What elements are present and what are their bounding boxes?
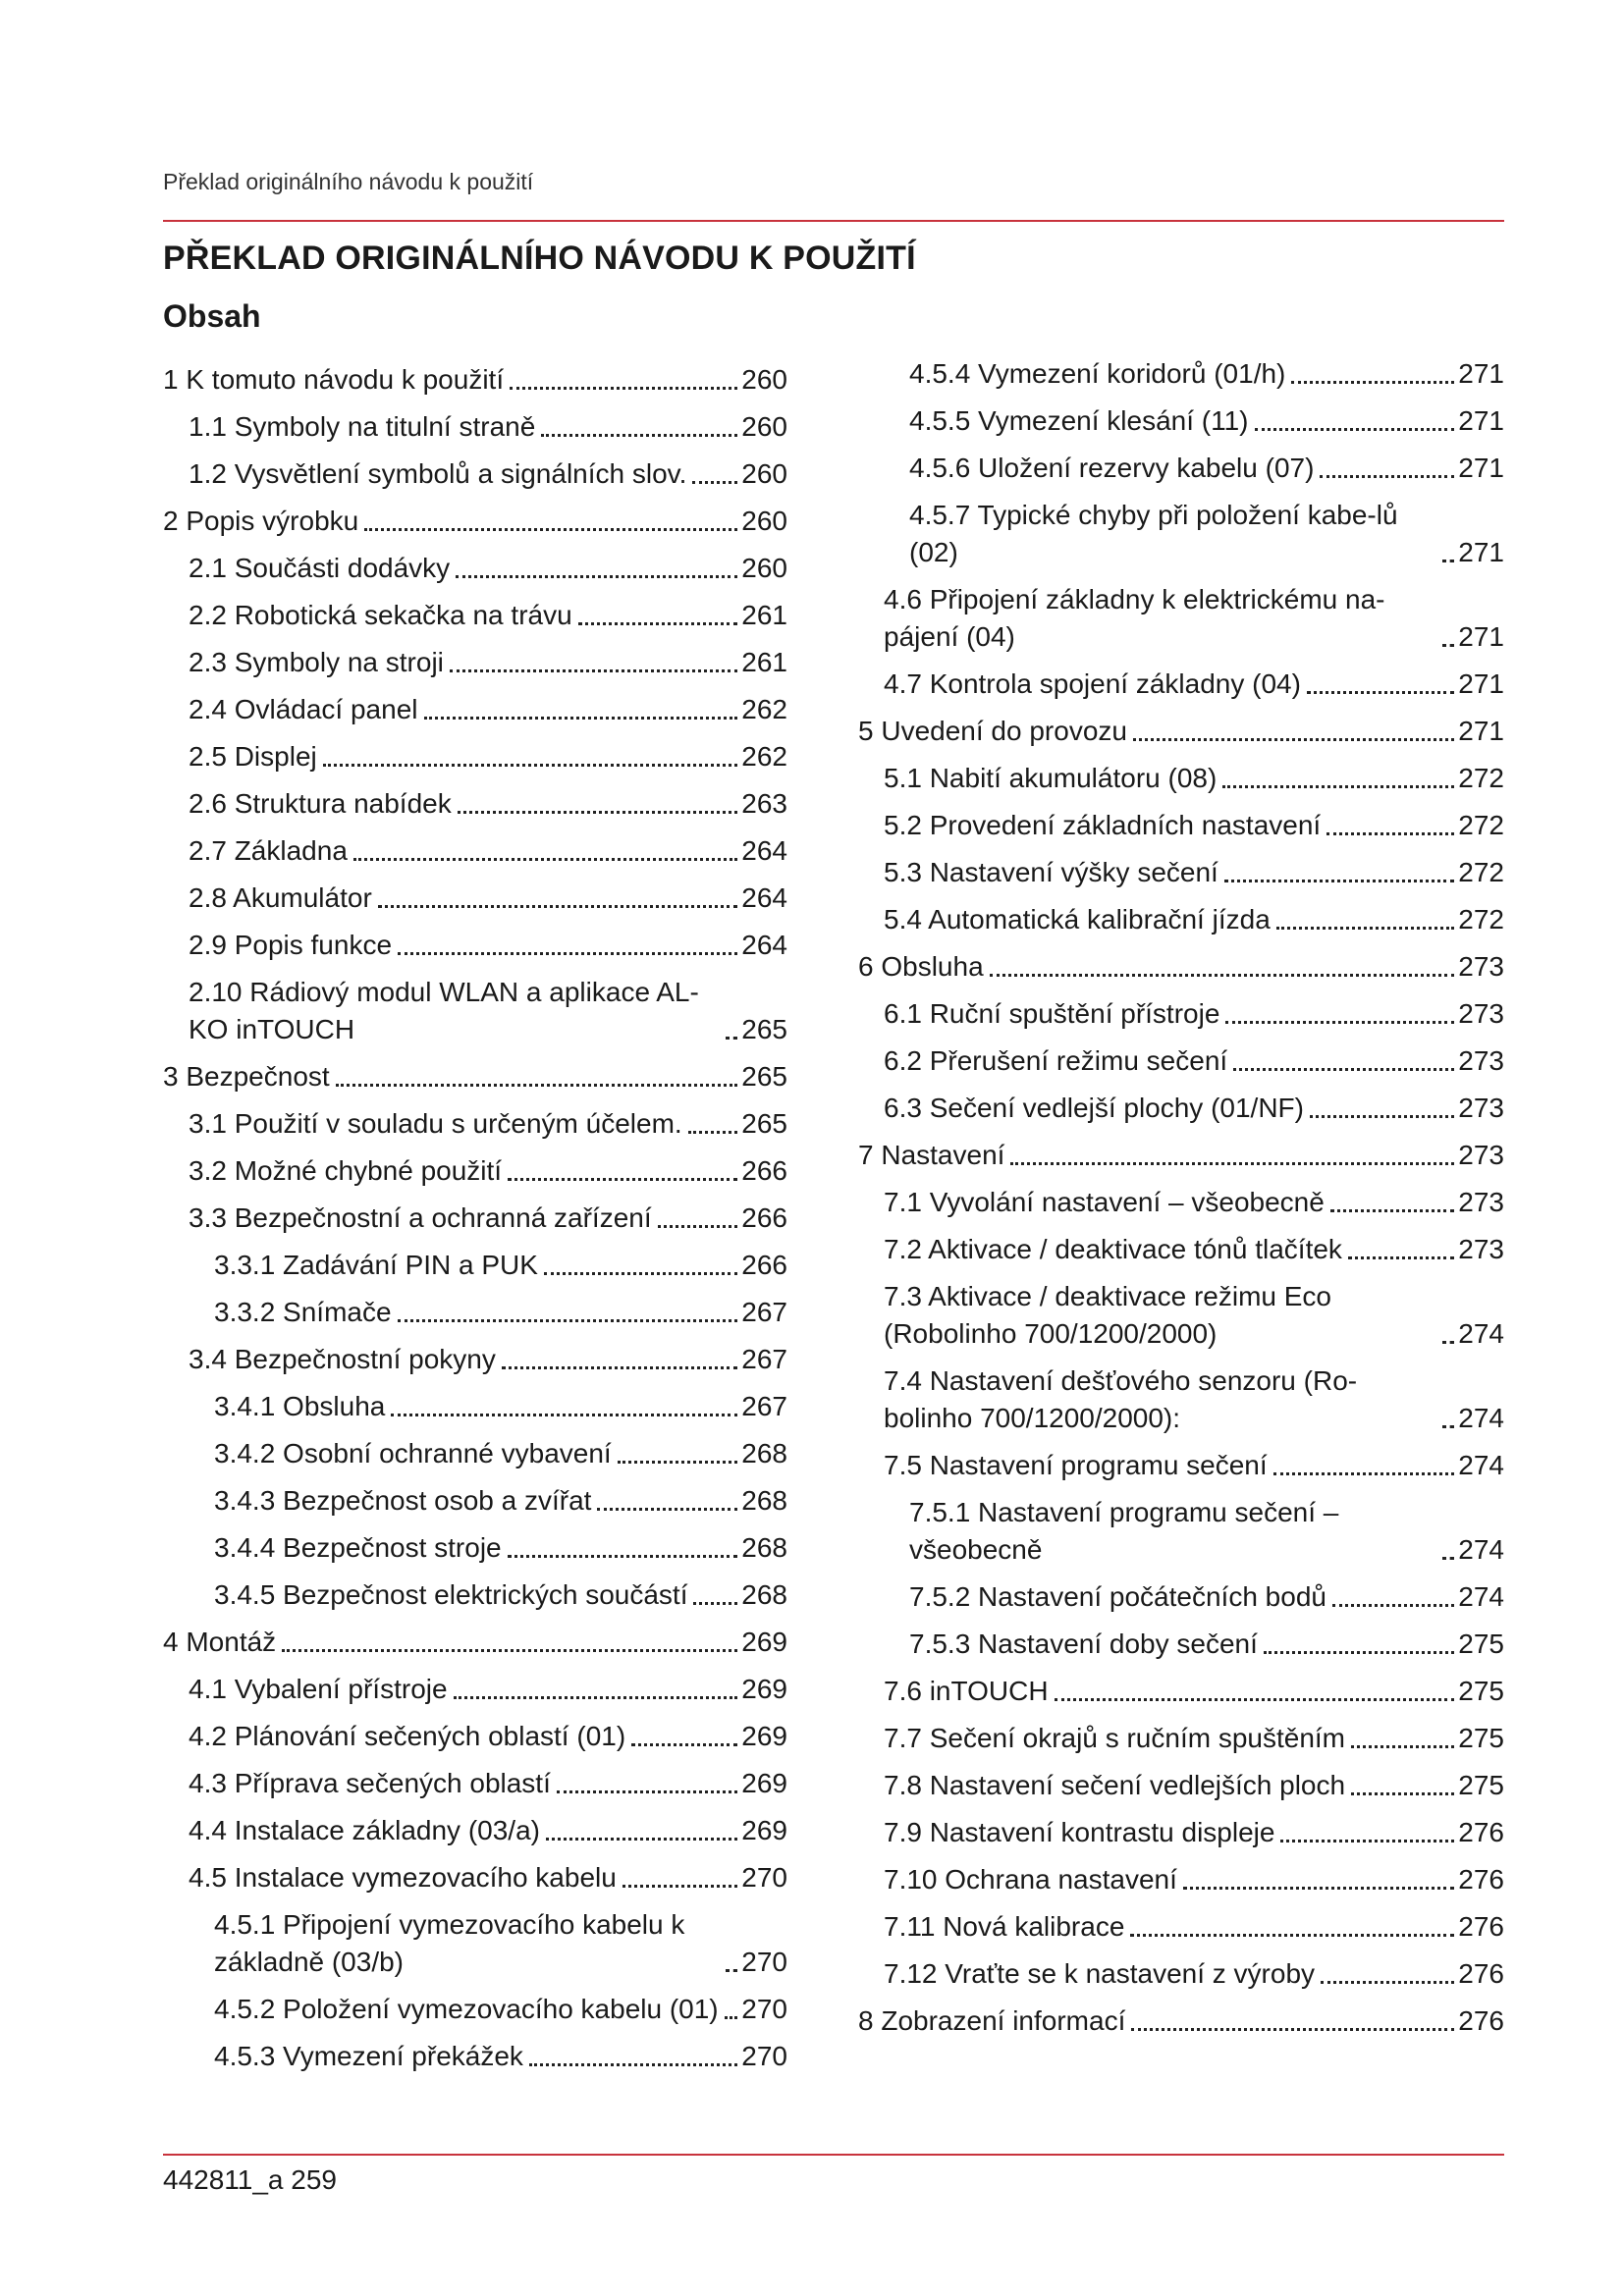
toc-dot-leader [1351, 1745, 1454, 1748]
toc-page-number: 273 [1458, 1093, 1504, 1123]
toc-entry-title: 6.2 Přerušení režimu sečení [884, 1045, 1228, 1076]
toc-entry-title: 7 Nastavení [858, 1140, 1005, 1170]
toc-entry-title: 1.1 Symboly na titulní straně [189, 411, 536, 442]
toc-dot-leader [1442, 560, 1454, 562]
toc-dot-leader [458, 811, 738, 814]
toc-entry[interactable] [858, 497, 1504, 571]
toc-entry-title: 7.11 Nová kalibrace [884, 1911, 1125, 1942]
toc-entry[interactable] [163, 550, 787, 587]
toc-page-number: 266 [741, 1155, 787, 1186]
toc-dot-leader [378, 905, 738, 908]
toc-dot-leader [336, 1084, 738, 1087]
toc-entry-title: 8 Zobrazení informací [858, 2005, 1126, 2036]
toc-entry-title: 3 Bezpečnost [163, 1061, 330, 1092]
toc-page-number: 261 [741, 647, 787, 677]
toc-entry-title: 4.6 Připojení základny k elektrickému na-pájení (04) [884, 584, 1385, 652]
toc-entry[interactable] [163, 1105, 787, 1143]
toc-entry[interactable] [163, 1859, 787, 1896]
toc-page-number: 269 [741, 1721, 787, 1751]
toc-dot-leader [1330, 1209, 1454, 1212]
footer-rule [163, 2154, 1504, 2156]
toc-entry[interactable] [163, 408, 787, 446]
toc-page-number: 260 [741, 364, 787, 395]
toc-entry[interactable] [858, 1231, 1504, 1268]
toc-entry[interactable] [163, 1247, 787, 1284]
toc-chapter-entry[interactable] [163, 361, 787, 399]
toc-entry-title: 7.2 Aktivace / deaktivace tónů tlačítek [884, 1234, 1342, 1264]
toc-dot-leader [529, 2063, 737, 2066]
toc-entry-title: 4.5.1 Připojení vymezovacího kabelu k základně (03/b) [214, 1909, 685, 1977]
toc-entry-title: 2.10 Rádiový modul WLAN a aplikace AL-KO inTOUCH [189, 977, 699, 1044]
toc-entry-title: 2.6 Struktura nabídek [189, 788, 452, 819]
toc-dot-leader [1280, 1840, 1454, 1842]
toc-page-number: 269 [741, 1627, 787, 1657]
toc-entry[interactable] [163, 738, 787, 775]
toc-page-number: 270 [741, 1862, 787, 1893]
toc-dot-leader [578, 622, 738, 625]
toc-page-number: 276 [1458, 2005, 1504, 2036]
toc-entry-title: 1 K tomuto návodu k použití [163, 364, 505, 395]
toc-entry[interactable] [163, 1718, 787, 1755]
toc-page-number: 271 [1458, 668, 1504, 699]
toc-page-number: 274 [1458, 1403, 1504, 1433]
toc-entry-title: 4.5.5 Vymezení klesání (11) [909, 405, 1249, 436]
toc-entry[interactable] [858, 666, 1504, 703]
toc-dot-leader [391, 1414, 737, 1416]
toc-dot-leader [1276, 927, 1455, 930]
toc-entry[interactable] [163, 880, 787, 917]
toc-entry-title: 7.1 Vyvolání nastavení – všeobecně [884, 1187, 1325, 1217]
toc-entry[interactable] [163, 1341, 787, 1378]
toc-entry-title: 2 Popis výrobku [163, 506, 359, 536]
toc-entry[interactable] [163, 691, 787, 728]
toc-page-number: 271 [1458, 405, 1504, 436]
toc-dot-leader [450, 669, 737, 672]
toc-dot-leader [1130, 1934, 1454, 1937]
toc-page-number: 273 [1458, 1187, 1504, 1217]
toc-entry[interactable] [858, 1278, 1504, 1353]
toc-page-number: 274 [1458, 1581, 1504, 1612]
toc-page-number: 275 [1458, 1723, 1504, 1753]
toc-entry[interactable] [163, 1991, 787, 2028]
toc-entry[interactable] [858, 1814, 1504, 1851]
toc-entry[interactable] [858, 1494, 1504, 1569]
toc-dot-leader [1442, 1425, 1454, 1428]
toc-dot-leader [1224, 880, 1454, 882]
toc-entry-title: 7.6 inTOUCH [884, 1676, 1049, 1706]
toc-entry-title: 2.8 Akumulátor [189, 882, 372, 913]
toc-entry-title: 5.1 Nabití akumulátoru (08) [884, 763, 1218, 793]
toc-entry[interactable] [858, 760, 1504, 797]
toc-page-number: 272 [1458, 763, 1504, 793]
toc-page-number: 269 [741, 1674, 787, 1704]
running-header: Překlad originálního návodu k použití [163, 169, 534, 194]
toc-entry-title: 4.1 Vybalení přístroje [189, 1674, 448, 1704]
toc-page-number: 273 [1458, 1140, 1504, 1170]
toc-dot-leader [1351, 1792, 1454, 1795]
toc-dot-leader [508, 1178, 737, 1181]
toc-entry[interactable] [163, 597, 787, 634]
toc-entry-title: 3.3 Bezpečnostní a ochranná zařízení [189, 1202, 652, 1233]
toc-page-number: 267 [741, 1297, 787, 1327]
toc-entry-title: 2.9 Popis funkce [189, 930, 393, 960]
header-rule [163, 220, 1504, 222]
toc-page-number: 267 [741, 1391, 787, 1421]
toc-entry-title: 3.4.2 Osobní ochranné vybavení [214, 1438, 612, 1468]
toc-entry-title: 4.4 Instalace základny (03/a) [189, 1815, 540, 1845]
toc-page-number: 268 [741, 1438, 787, 1468]
toc-page-number: 276 [1458, 1864, 1504, 1895]
toc-dot-leader [726, 1037, 737, 1040]
toc-entry[interactable] [163, 1812, 787, 1849]
page-footer: 442811_a 259 [163, 2164, 337, 2195]
toc-dot-leader [692, 481, 737, 484]
toc-entry[interactable] [163, 927, 787, 964]
toc-entry[interactable] [163, 832, 787, 870]
toc-entry[interactable] [858, 1955, 1504, 1993]
toc-dot-leader [1273, 1472, 1455, 1475]
toc-page-number: 275 [1458, 1629, 1504, 1659]
toc-entry-title: 7.5.3 Nastavení doby sečení [909, 1629, 1258, 1659]
toc-entry-title: 5.3 Nastavení výšky sečení [884, 857, 1218, 887]
toc-entry-title: 4.5.3 Vymezení překážek [214, 2041, 523, 2071]
toc-page-number: 266 [741, 1250, 787, 1280]
toc-page-number: 273 [1458, 951, 1504, 982]
toc-dot-leader [623, 1885, 737, 1888]
toc-chapter-entry[interactable] [163, 503, 787, 540]
toc-page-number: 262 [741, 741, 787, 772]
toc-entry[interactable] [858, 1362, 1504, 1437]
toc-entry[interactable] [163, 1576, 787, 1614]
toc-dot-leader [990, 974, 1455, 977]
toc-page-number: 264 [741, 882, 787, 913]
toc-dot-leader [693, 1602, 737, 1605]
toc-dot-leader [323, 764, 738, 767]
toc-page-number: 268 [741, 1532, 787, 1563]
toc-page-number: 274 [1458, 1450, 1504, 1480]
toc-entry-title: 7.9 Nastavení kontrastu displeje [884, 1817, 1275, 1847]
toc-entry-title: 7.5.1 Nastavení programu sečení – všeobecně [909, 1497, 1339, 1565]
toc-entry-title: 2.5 Displej [189, 741, 317, 772]
toc-entry[interactable] [858, 1184, 1504, 1221]
toc-entry[interactable] [163, 1765, 787, 1802]
toc-page-number: 276 [1458, 1911, 1504, 1942]
toc-dot-leader [502, 1366, 737, 1369]
toc-page-number: 270 [741, 1947, 787, 1977]
toc-page-number: 262 [741, 694, 787, 724]
toc-entry[interactable] [858, 1720, 1504, 1757]
toc-dot-leader [541, 434, 737, 437]
toc-entry[interactable] [858, 450, 1504, 487]
toc-dot-leader [546, 1838, 737, 1841]
toc-entry-title: 4.7 Kontrola spojení základny (04) [884, 668, 1301, 699]
toc-entry-title: 4.5.4 Vymezení koridorů (01/h) [909, 358, 1286, 389]
page-title: PŘEKLAD ORIGINÁLNÍHO NÁVODU K POUŽITÍ [163, 240, 916, 277]
toc-dot-leader [726, 1969, 737, 1972]
toc-entry-title: 6.1 Ruční spuštění přístroje [884, 998, 1220, 1029]
toc-dot-leader [1442, 1557, 1454, 1560]
toc-dot-leader [1348, 1256, 1454, 1259]
toc-page-number: 273 [1458, 1045, 1504, 1076]
toc-chapter-entry[interactable] [858, 948, 1504, 986]
toc-dot-leader [1131, 2028, 1454, 2031]
toc-dot-leader [424, 717, 738, 720]
toc-entry-title: 2.1 Součásti dodávky [189, 553, 451, 583]
toc-dot-leader [1442, 1341, 1454, 1344]
toc-dot-leader [1332, 1604, 1454, 1607]
toc-dot-leader [456, 575, 737, 578]
toc-dot-leader [1442, 644, 1454, 647]
toc-entry[interactable] [163, 785, 787, 823]
toc-page-number: 260 [741, 411, 787, 442]
toc-dot-leader [510, 387, 737, 390]
toc-entry-title: 7.7 Sečení okrajů s ručním spuštěním [884, 1723, 1345, 1753]
toc-entry-title: 4 Montáž [163, 1627, 277, 1657]
toc-entry-title: 1.2 Vysvětlení symbolů a signálních slov. [189, 458, 687, 489]
toc-entry-title: 6.3 Sečení vedlejší plochy (01/NF) [884, 1093, 1304, 1123]
toc-entry-title: 4.5 Instalace vymezovacího kabelu [189, 1862, 617, 1893]
toc-entry-title: 3.1 Použití v souladu s určeným účelem. [189, 1108, 682, 1139]
toc-entry[interactable] [163, 1482, 787, 1520]
toc-page-number: 271 [1458, 537, 1504, 567]
toc-dot-leader [1225, 1021, 1454, 1024]
toc-entry-title: 4.3 Příprava sečených oblastí [189, 1768, 551, 1798]
toc-page-number: 276 [1458, 1817, 1504, 1847]
toc-entry-title: 2.2 Robotická sekačka na trávu [189, 600, 572, 630]
toc-chapter-entry[interactable] [858, 1137, 1504, 1174]
toc-entry-title: 3.3.1 Zadávání PIN a PUK [214, 1250, 538, 1280]
toc-entry-title: 7.12 Vraťte se k nastavení z výroby [884, 1958, 1316, 1989]
toc-page-number: 271 [1458, 621, 1504, 652]
toc-entry-title: 4.5.7 Typické chyby při položení kabe-lů (02) [909, 500, 1398, 567]
toc-entry[interactable] [163, 644, 787, 681]
toc-dot-leader [1321, 1981, 1454, 1984]
toc-entry[interactable] [858, 1042, 1504, 1080]
toc-dot-leader [1326, 832, 1454, 835]
toc-entry-title: 3.4.4 Bezpečnost stroje [214, 1532, 502, 1563]
toc-chapter-entry[interactable] [858, 713, 1504, 750]
toc-page-number: 274 [1458, 1534, 1504, 1565]
toc-entry[interactable] [163, 1388, 787, 1425]
toc-entry[interactable] [163, 1671, 787, 1708]
toc-dot-leader [658, 1225, 738, 1228]
toc-entry-title: 3.3.2 Snímače [214, 1297, 392, 1327]
toc-entry[interactable] [163, 2038, 787, 2075]
toc-entry-title: 7.10 Ochrana nastavení [884, 1864, 1177, 1895]
toc-page-number: 265 [741, 1108, 787, 1139]
toc-entry[interactable] [858, 402, 1504, 440]
toc-entry-title: 7.5.2 Nastavení počátečních bodů [909, 1581, 1326, 1612]
toc-page-number: 269 [741, 1768, 787, 1798]
toc-entry-title: 5.4 Automatická kalibrační jízda [884, 904, 1271, 934]
toc-dot-leader [1307, 691, 1454, 694]
toc-page-number: 270 [741, 1994, 787, 2024]
toc-entry-title: 2.4 Ovládací panel [189, 694, 418, 724]
toc-entry[interactable] [858, 355, 1504, 393]
toc-page-number: 264 [741, 930, 787, 960]
toc-entry[interactable] [163, 1152, 787, 1190]
toc-page-number: 274 [1458, 1318, 1504, 1349]
toc-entry[interactable] [858, 581, 1504, 656]
toc-dot-leader [398, 1319, 738, 1322]
toc-entry[interactable] [858, 1767, 1504, 1804]
toc-column-right [858, 355, 1504, 2050]
toc-page-number: 271 [1458, 716, 1504, 746]
toc-dot-leader [353, 858, 737, 861]
toc-entry[interactable] [858, 995, 1504, 1033]
toc-entry[interactable] [858, 1908, 1504, 1946]
toc-page-number: 275 [1458, 1770, 1504, 1800]
toc-page-number: 271 [1458, 358, 1504, 389]
toc-dot-leader [631, 1743, 737, 1746]
toc-entry[interactable] [163, 1529, 787, 1567]
toc-page-number: 268 [741, 1579, 787, 1610]
toc-entry[interactable] [163, 455, 787, 493]
toc-page-number: 267 [741, 1344, 787, 1374]
toc-dot-leader [1310, 1115, 1454, 1118]
toc-entry[interactable] [163, 1200, 787, 1237]
toc-page-number: 265 [741, 1061, 787, 1092]
toc-page-number: 272 [1458, 857, 1504, 887]
toc-dot-leader [1010, 1162, 1454, 1165]
toc-entry-title: 2.3 Symboly na stroji [189, 647, 444, 677]
toc-column-left [163, 355, 787, 2085]
toc-entry-title: 3.4.1 Obsluha [214, 1391, 386, 1421]
toc-dot-leader [1264, 1651, 1454, 1654]
toc-dot-leader [508, 1555, 738, 1558]
toc-page-number: 268 [741, 1485, 787, 1516]
toc-dot-leader [282, 1649, 737, 1652]
toc-dot-leader [1320, 475, 1454, 478]
toc-page-number: 265 [741, 1014, 787, 1044]
toc-dot-leader [544, 1272, 737, 1275]
toc-entry-title: 5.2 Provedení základních nastavení [884, 810, 1322, 840]
toc-dot-leader [1233, 1068, 1454, 1071]
toc-entry-title: 7.3 Aktivace / deaktivace režimu Eco (Robolinho 700/1200/2000) [884, 1281, 1331, 1349]
toc-page-number: 263 [741, 788, 787, 819]
toc-entry-title: 5 Uvedení do provozu [858, 716, 1127, 746]
toc-entry[interactable] [163, 1294, 787, 1331]
toc-page-number: 266 [741, 1202, 787, 1233]
toc-page-number: 264 [741, 835, 787, 866]
toc-page-number: 260 [741, 458, 787, 489]
toc-entry[interactable] [858, 1673, 1504, 1710]
toc-entry[interactable] [858, 1090, 1504, 1127]
toc-page-number: 271 [1458, 453, 1504, 483]
toc-dot-leader [1291, 381, 1454, 384]
toc-page-number: 273 [1458, 1234, 1504, 1264]
toc-entry[interactable] [163, 1435, 787, 1472]
toc-dot-leader [725, 2016, 738, 2019]
toc-dot-leader [688, 1131, 738, 1134]
toc-page-number: 272 [1458, 810, 1504, 840]
toc-page-number: 273 [1458, 998, 1504, 1029]
toc-dot-leader [1055, 1698, 1455, 1701]
toc-entry[interactable] [858, 901, 1504, 938]
toc-dot-leader [557, 1790, 737, 1793]
toc-entry-title: 6 Obsluha [858, 951, 984, 982]
toc-page-number: 260 [741, 506, 787, 536]
toc-entry-title: 4.5.6 Uložení rezervy kabelu (07) [909, 453, 1315, 483]
toc-entry-title: 3.2 Možné chybné použití [189, 1155, 503, 1186]
toc-entry[interactable] [163, 974, 787, 1048]
toc-entry[interactable] [858, 1626, 1504, 1663]
toc-page-number: 276 [1458, 1958, 1504, 1989]
toc-page-number: 260 [741, 553, 787, 583]
toc-entry-title: 3.4.5 Bezpečnost elektrických součástí [214, 1579, 688, 1610]
toc-entry[interactable] [858, 1861, 1504, 1898]
toc-chapter-entry[interactable] [163, 1058, 787, 1095]
toc-entry-title: 2.7 Základna [189, 835, 348, 866]
toc-entry[interactable] [858, 807, 1504, 844]
toc-page-number: 272 [1458, 904, 1504, 934]
toc-entry[interactable] [858, 1447, 1504, 1484]
toc-page-number: 270 [741, 2041, 787, 2071]
toc-dot-leader [618, 1461, 738, 1464]
toc-dot-leader [364, 528, 737, 531]
toc-chapter-entry[interactable] [858, 2002, 1504, 2040]
toc-dot-leader [398, 952, 737, 955]
toc-page-number: 261 [741, 600, 787, 630]
toc-entry-title: 4.5.2 Položení vymezovacího kabelu (01) [214, 1994, 719, 2024]
toc-entry-title: 7.5 Nastavení programu sečení [884, 1450, 1268, 1480]
toc-page-number: 269 [741, 1815, 787, 1845]
toc-entry[interactable] [163, 1906, 787, 1981]
toc-entry-title: 4.2 Plánování sečených oblastí (01) [189, 1721, 626, 1751]
toc-chapter-entry[interactable] [163, 1624, 787, 1661]
toc-entry-title: 3.4.3 Bezpečnost osob a zvířat [214, 1485, 592, 1516]
toc-heading: Obsah [163, 298, 261, 334]
toc-entry-title: 7.4 Nastavení dešťového senzoru (Ro-bolinho 700/1200/2000): [884, 1365, 1358, 1433]
toc-entry-title: 7.8 Nastavení sečení vedlejších ploch [884, 1770, 1346, 1800]
toc-dot-leader [1255, 428, 1455, 431]
toc-dot-leader [1222, 785, 1454, 788]
toc-page-number: 275 [1458, 1676, 1504, 1706]
toc-dot-leader [597, 1508, 737, 1511]
toc-entry[interactable] [858, 1578, 1504, 1616]
toc-entry-title: 3.4 Bezpečnostní pokyny [189, 1344, 496, 1374]
toc-entry[interactable] [858, 854, 1504, 891]
toc-dot-leader [1183, 1887, 1454, 1890]
toc-dot-leader [1133, 738, 1454, 741]
toc-dot-leader [454, 1696, 738, 1699]
